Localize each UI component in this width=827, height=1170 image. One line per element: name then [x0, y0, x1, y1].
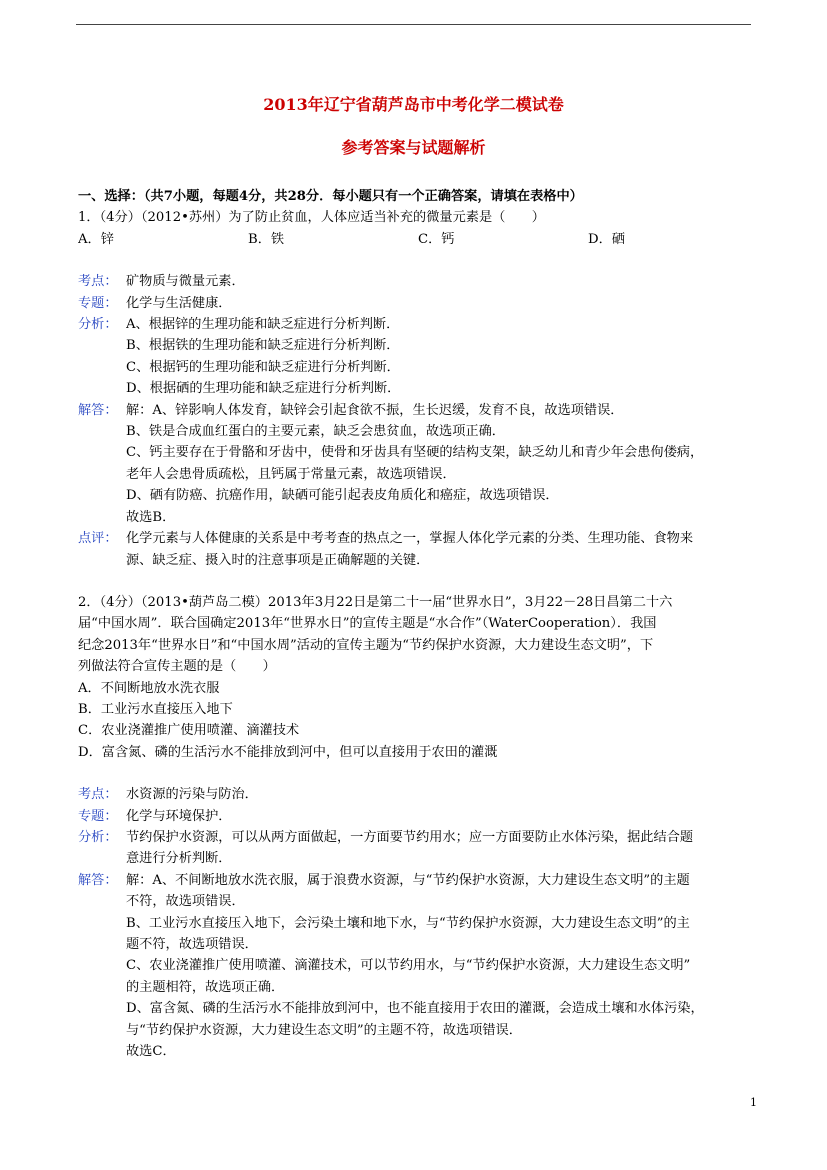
kaodian-label: 考点： — [78, 274, 118, 290]
q2-stem: 2．（4分）（2013•葫芦岛二模）2013年3月22日是第二十一届“世界水日”，3月22－28日昌第二十六 届“中国水周”．联合国确定2013年“世界水日”的宣传主题是“水合作”（WaterCooperation）．我国 纪念2013年“世界水日”和“中国水周”活动的宣传主题为“节约保护水资源，大力建设生态文明”，下 列做法符合宣传主题的是（ ） — [78, 594, 673, 675]
zhuanti-label: 专题： — [78, 295, 118, 311]
q1-option-d: D．硒 — [588, 231, 625, 247]
q2-kaodian: 考点： 水资源的污染与防治． — [78, 784, 758, 805]
fenxi-label: 分析： — [78, 317, 118, 333]
q1-option-a: A．锌 — [78, 231, 114, 247]
document-body — [78, 186, 758, 1062]
q2-option-d: D．富含氮、磷的生活污水不能排放到河中，但可以直接用于农田的灌溉 — [78, 744, 498, 760]
jieda-label: 解答： — [78, 402, 118, 418]
q2-option-b: B．工业污水直接压入地下 — [78, 701, 233, 717]
header-rule — [76, 24, 751, 25]
section-heading: 一、选择：（共7小题，每题4分，共28分．每小题只有一个正确答案，请填在表格中） — [78, 189, 583, 204]
document-subtitle: 参考答案与试题解析 — [341, 138, 486, 157]
page-number: 1 — [750, 1096, 757, 1109]
dianping-label: 点评： — [78, 531, 118, 547]
q1-fenxi: 分析： A、根据锌的生理功能和缺乏症进行分析判断． B、根据铁的生理功能和缺乏症进行分析判断． C、根据钙的生理功能和缺乏症进行分析判断． D、根据硒的生理功能和缺乏症进行分析判断． — [78, 314, 758, 400]
q2-fenxi: 分析： 节约保护水资源，可以从两方面做起，一方面要节约用水；应一方面要防止水体污染，据此结合题 意进行分析判断． — [78, 827, 758, 870]
q1-options — [78, 229, 758, 250]
q1-jieda: 解答： 解：A、锌影响人体发育，缺锌会引起食欲不振，生长迟缓，发育不良，故选项错误． B、铁是合成血红蛋白的主要元素，缺乏会患贫血，故选项正确． C、钙主要存在于骨骼和牙齿中，使骨和牙齿具有坚硬的结构支架，缺乏幼儿和青少年会患佝偻病， 老年人会患骨质疏松，且钙属于常量元素，故选项错误． D、硒有防癌、抗癌作用，缺硒可能引起表皮角质化和癌症，故选项错误． 故选B． — [78, 400, 758, 528]
fenxi-label: 分析： — [78, 829, 118, 845]
kaodian-label: 考点： — [78, 787, 118, 803]
q2-option-a: A．不间断地放水洗衣服 — [78, 680, 220, 696]
zhuanti-label: 专题： — [78, 808, 118, 824]
q1-stem: 1．（4分）（2012•苏州）为了防止贫血，人体应适当补充的微量元素是（ ） — [78, 210, 545, 226]
document-title: 2013年辽宁省葫芦岛市中考化学二模试卷 — [263, 95, 564, 114]
q2-jieda: 解答： 解：A、不间断地放水洗衣服，属于浪费水资源，与“节约保护水资源，大力建设生态文明”的主题 不符，故选项错误． B、工业污水直接压入地下，会污染土壤和地下水，与“节约保护水资源，大力建设生态文明”的主 题不符，故选项错误． C、农业浇灌推广使用喷灌、滴灌技术，可以节约用水，与“节约保护水资源，大力建设生态文明” 的主题相符，故选项正确． D、富含氮、磷的生活污水不能排放到河中，也不能直接用于农田的灌溉，会造成土壤和水体污染， 与“节约保护水资源，大力建设生态文明”的主题不符，故选项错误． 故选C． — [78, 870, 758, 1063]
q2-zhuanti: 专题： 化学与环境保护． — [78, 806, 758, 827]
q1-dianping: 点评： 化学元素与人体健康的关系是中考考查的热点之一，掌握人体化学元素的分类、生理功能、食物来 源、缺乏症、摄入时的注意事项是正确解题的关键． — [78, 528, 758, 571]
q1-option-c: C．钙 — [418, 231, 455, 247]
q1-kaodian: 考点： 矿物质与微量元素． — [78, 271, 758, 292]
q1-option-b: B．铁 — [248, 231, 285, 247]
jieda-label: 解答： — [78, 872, 118, 888]
q1-zhuanti: 专题： 化学与生活健康． — [78, 293, 758, 314]
q2-option-c: C．农业浇灌推广使用喷灌、滴灌技术 — [78, 723, 300, 739]
